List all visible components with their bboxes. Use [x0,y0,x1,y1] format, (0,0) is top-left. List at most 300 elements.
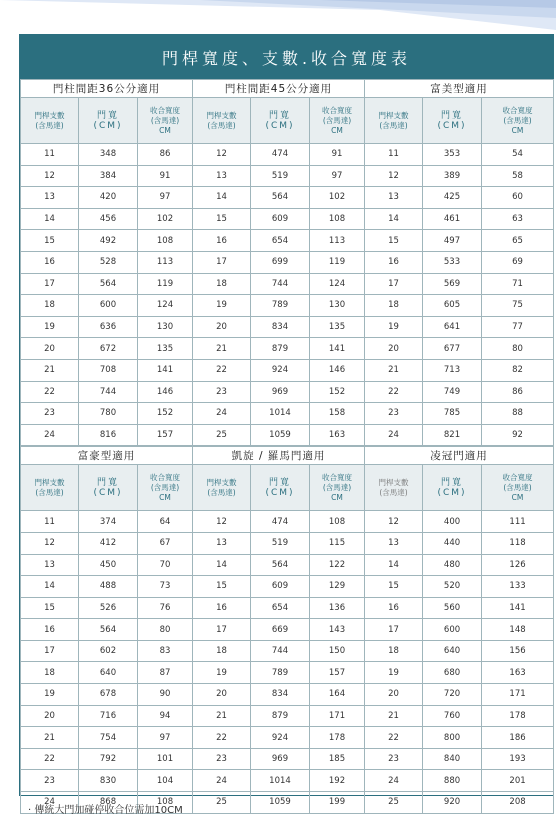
table-cell: 63 [482,208,554,230]
table-row [21,338,554,360]
table-cell: 641 [423,316,482,338]
column-header-line: 門寬 [268,110,291,121]
column-header-line: CM [511,125,524,135]
table-cell: 22 [193,359,251,381]
table-row [21,251,554,273]
column-header [79,98,138,144]
column-header-line: (CM) [93,487,123,498]
table-cell: 23 [365,403,423,425]
table-cell: 186 [482,727,554,749]
table-cell: 102 [138,208,193,230]
column-header-line: (含馬達) [150,115,180,125]
table-cell: 64 [138,511,193,533]
table-cell: 14 [365,554,423,576]
table-cell: 24 [193,770,251,792]
table-cell: 17 [193,619,251,641]
table-cell: 21 [21,727,79,749]
table-cell: 65 [482,230,554,252]
table-cell: 135 [138,338,193,360]
table-cell: 178 [310,727,365,749]
table-cell: 526 [79,597,138,619]
table-cell: 20 [193,684,251,706]
top-table [20,79,554,446]
table-row [21,684,554,706]
table-cell: 678 [79,684,138,706]
table-cell: 199 [310,792,365,814]
table-cell: 1059 [251,424,310,446]
table-cell: 474 [251,144,310,166]
table-cell: 519 [251,532,310,554]
table-cell: 129 [310,576,365,598]
table-cell: 21 [193,705,251,727]
column-header-line: (含馬達) [207,120,236,130]
table-cell: 192 [310,770,365,792]
table-cell: 148 [482,619,554,641]
table-cell: 528 [79,251,138,273]
table-cell: 456 [79,208,138,230]
table-cell: 880 [423,770,482,792]
table-cell: 12 [365,165,423,187]
table-cell: 13 [193,532,251,554]
table-row [21,165,554,187]
table-row [21,316,554,338]
table-cell: 91 [138,165,193,187]
table-cell: 126 [482,554,554,576]
table-cell: 115 [310,532,365,554]
table-row [21,576,554,598]
table-cell: 164 [310,684,365,706]
table-cell: 497 [423,230,482,252]
table-cell: 15 [21,597,79,619]
table-row [21,403,554,425]
column-header [365,465,423,511]
column-header-line: (CM) [437,120,467,131]
table-cell: 1059 [251,792,310,814]
column-header-line: 門寬 [440,110,463,121]
column-header [79,465,138,511]
table-cell: 22 [365,727,423,749]
table-row [21,381,554,403]
table-cell: 640 [79,662,138,684]
table-cell: 97 [138,727,193,749]
table-cell: 353 [423,144,482,166]
table-cell: 18 [21,662,79,684]
table-cell: 569 [423,273,482,295]
table-cell: 171 [310,705,365,727]
table-cell: 425 [423,187,482,209]
table-cell: 21 [365,359,423,381]
table-cell: 22 [21,381,79,403]
table-cell: 14 [193,554,251,576]
table-cell: 158 [310,403,365,425]
table-cell: 21 [365,705,423,727]
table-cell: 13 [193,165,251,187]
table-row [21,273,554,295]
table-cell: 108 [310,511,365,533]
column-header [21,465,79,511]
table-cell: 16 [193,597,251,619]
table-cell: 834 [251,316,310,338]
column-header [423,98,482,144]
column-header-line: (CM) [265,120,295,131]
table-cell: 19 [365,662,423,684]
table-row [21,619,554,641]
column-header [365,98,423,144]
table-cell: 141 [310,338,365,360]
table-cell: 713 [423,359,482,381]
table-cell: 636 [79,316,138,338]
table-cell: 193 [482,748,554,770]
table-cell: 564 [251,187,310,209]
table-cell: 492 [79,230,138,252]
table-cell: 111 [482,511,554,533]
table-cell: 348 [79,144,138,166]
column-header [193,98,251,144]
table-row [21,748,554,770]
table-cell: 654 [251,230,310,252]
table-cell: 69 [482,251,554,273]
table-cell: 18 [193,273,251,295]
column-header-row [21,98,554,144]
column-header-line: (含馬達) [379,120,408,130]
table-cell: 374 [79,511,138,533]
table-cell: 461 [423,208,482,230]
table-cell: 840 [423,748,482,770]
table-cell: 102 [310,187,365,209]
column-header-line: (含馬達) [503,115,532,125]
page-title: 門桿寬度、支數.收合寬度表 [20,35,553,79]
table-cell: 25 [193,792,251,814]
table-cell: 672 [79,338,138,360]
table-cell: 760 [423,705,482,727]
table-cell: 108 [138,792,193,814]
column-header-line: 門寬 [96,477,119,488]
table-row [21,295,554,317]
table-cell: 789 [251,662,310,684]
table-cell: 152 [138,403,193,425]
table-cell: 163 [310,424,365,446]
column-header-line: (含馬達) [379,487,408,497]
table-cell: 108 [310,208,365,230]
table-cell: 76 [138,597,193,619]
table-row [21,554,554,576]
table-cell: 474 [251,511,310,533]
table-cell: 21 [193,338,251,360]
column-header-line: (CM) [93,120,123,131]
table-cell: 600 [79,295,138,317]
column-header-line: CM [331,492,343,502]
table-cell: 969 [251,381,310,403]
table-cell: 19 [21,316,79,338]
table-cell: 82 [482,359,554,381]
table-cell: 720 [423,684,482,706]
column-header [423,465,482,511]
table-cell: 564 [79,619,138,641]
table-cell: 564 [79,273,138,295]
table-cell: 135 [310,316,365,338]
table-cell: 80 [482,338,554,360]
table-cell: 16 [365,597,423,619]
table-cell: 97 [310,165,365,187]
table-cell: 24 [365,770,423,792]
column-header [193,465,251,511]
table-cell: 12 [365,511,423,533]
column-header-line: 門寬 [268,477,291,488]
table-cell: 1014 [251,770,310,792]
table-cell: 14 [365,208,423,230]
table-cell: 124 [138,295,193,317]
table-cell: 13 [365,187,423,209]
table-cell: 86 [482,381,554,403]
table-cell: 17 [365,619,423,641]
table-cell: 11 [21,144,79,166]
table-row [21,640,554,662]
table-cell: 24 [21,792,79,814]
column-header-line: 收合寬度 [502,472,533,482]
table-cell: 113 [310,230,365,252]
table-cell: 602 [79,640,138,662]
table-cell: 708 [79,359,138,381]
table-cell: 12 [21,165,79,187]
table-cell: 17 [21,273,79,295]
table-cell: 13 [365,532,423,554]
group-title: 門柱間距45公分適用 [193,80,365,98]
table-cell: 389 [423,165,482,187]
table-cell: 94 [138,705,193,727]
table-cell: 22 [365,381,423,403]
table-cell: 19 [193,295,251,317]
table-cell: 150 [310,640,365,662]
table-cell: 15 [21,230,79,252]
group-header-row [21,447,554,465]
table-cell: 12 [21,532,79,554]
table-cell: 122 [310,554,365,576]
table-cell: 118 [482,532,554,554]
table-cell: 83 [138,640,193,662]
table-cell: 520 [423,576,482,598]
table-cell: 171 [482,684,554,706]
table-row [21,511,554,533]
column-header-line: (含馬達) [207,487,236,497]
table-cell: 60 [482,187,554,209]
group-title: 凱旋 / 羅馬門適用 [193,447,365,465]
table-cell: 54 [482,144,554,166]
table-cell: 15 [365,576,423,598]
table-row [21,144,554,166]
column-header-line: 收合寬度 [322,472,353,482]
table-cell: 75 [482,295,554,317]
table-cell: 141 [138,359,193,381]
table-cell: 744 [251,640,310,662]
table-cell: 450 [79,554,138,576]
table-cell: 400 [423,511,482,533]
table-cell: 24 [21,424,79,446]
table-cell: 141 [482,597,554,619]
column-header-line: (含馬達) [322,115,352,125]
table-cell: 77 [482,316,554,338]
column-header-line: (含馬達) [35,120,64,130]
table-cell: 830 [79,770,138,792]
group-title: 富美型適用 [365,80,554,98]
table-cell: 716 [79,705,138,727]
table-cell: 101 [138,748,193,770]
table-cell: 17 [193,251,251,273]
table-cell: 25 [193,424,251,446]
table-cell: 146 [138,381,193,403]
table-cell: 23 [365,748,423,770]
table-cell: 680 [423,662,482,684]
table-cell: 420 [79,187,138,209]
table-cell: 816 [79,424,138,446]
table-row [21,597,554,619]
table-cell: 440 [423,532,482,554]
table-cell: 23 [21,770,79,792]
table-cell: 19 [193,662,251,684]
group-title: 門柱間距36公分適用 [21,80,193,98]
table-row [21,770,554,792]
table-cell: 20 [365,338,423,360]
table-cell: 20 [21,705,79,727]
column-header-line: 收合寬度 [502,105,533,115]
table-row [21,230,554,252]
table-cell: 605 [423,295,482,317]
footnote: · 傳統大門加碰停收合位需加10CM [28,805,183,816]
table-cell: 834 [251,684,310,706]
table-cell: 70 [138,554,193,576]
table-cell: 23 [193,748,251,770]
column-header-line: 門桿支數 [206,110,237,120]
column-header-line: 門桿支數 [378,110,409,120]
table-row [21,532,554,554]
table-cell: 18 [365,640,423,662]
column-header-line: (含馬達) [150,482,180,492]
table-cell: 185 [310,748,365,770]
column-header-line: (含馬達) [35,487,64,497]
table-cell: 920 [423,792,482,814]
table-cell: 208 [482,792,554,814]
table-cell: 533 [423,251,482,273]
column-header-line: (含馬達) [322,482,352,492]
table-cell: 19 [21,684,79,706]
table-cell: 130 [310,295,365,317]
group-title: 富豪型適用 [21,447,193,465]
column-header-line: CM [159,125,171,135]
door-width-table-frame [19,34,554,808]
column-header [21,98,79,144]
table-cell: 24 [193,403,251,425]
table-cell: 108 [138,230,193,252]
table-cell: 152 [310,381,365,403]
table-cell: 789 [251,295,310,317]
table-cell: 163 [482,662,554,684]
table-cell: 15 [193,208,251,230]
column-header [251,465,310,511]
table-cell: 821 [423,424,482,446]
table-row [21,187,554,209]
table-cell: 412 [79,532,138,554]
table-cell: 16 [365,251,423,273]
table-cell: 97 [138,187,193,209]
table-cell: 879 [251,705,310,727]
table-cell: 785 [423,403,482,425]
table-row [21,424,554,446]
table-cell: 119 [138,273,193,295]
table-cell: 654 [251,597,310,619]
table-row [21,727,554,749]
table-cell: 133 [482,576,554,598]
table-cell: 792 [79,748,138,770]
column-header-row [21,465,554,511]
column-header [310,465,365,511]
column-header-line: 門寬 [96,110,119,121]
table-cell: 12 [193,144,251,166]
column-header-line: 門桿支數 [206,477,237,487]
table-cell: 178 [482,705,554,727]
column-header-line: CM [511,492,524,502]
table-cell: 14 [21,576,79,598]
table-cell: 669 [251,619,310,641]
table-cell: 13 [21,187,79,209]
table-cell: 699 [251,251,310,273]
bottom-table [20,446,554,813]
table-row [21,208,554,230]
column-header [482,465,554,511]
table-cell: 91 [310,144,365,166]
table-cell: 130 [138,316,193,338]
table-cell: 879 [251,338,310,360]
column-header-line: CM [331,125,343,135]
column-header-line: 收合寬度 [322,105,352,115]
table-cell: 136 [310,597,365,619]
table-cell: 1014 [251,403,310,425]
table-cell: 11 [365,144,423,166]
column-header-line: 收合寬度 [150,472,180,482]
table-cell: 15 [365,230,423,252]
table-cell: 119 [310,251,365,273]
table-cell: 868 [79,792,138,814]
table-cell: 23 [193,381,251,403]
table-cell: 17 [21,640,79,662]
table-cell: 143 [310,619,365,641]
table-cell: 24 [365,424,423,446]
table-cell: 157 [138,424,193,446]
group-header-row [21,80,554,98]
table-cell: 640 [423,640,482,662]
table-cell: 18 [193,640,251,662]
table-cell: 16 [193,230,251,252]
table-cell: 20 [193,316,251,338]
header-decoration [0,0,556,36]
table-cell: 80 [138,619,193,641]
column-header [251,98,310,144]
table-cell: 480 [423,554,482,576]
column-header [482,98,554,144]
table-cell: 20 [365,684,423,706]
column-header-line: 門桿支數 [34,110,65,120]
column-header-line: (CM) [265,487,295,498]
table-cell: 20 [21,338,79,360]
table-cell: 88 [482,403,554,425]
column-header-line: 門桿支數 [378,477,409,487]
table-cell: 18 [21,295,79,317]
table-cell: 384 [79,165,138,187]
column-header-line: 收合寬度 [150,105,180,115]
table-cell: 924 [251,359,310,381]
table-cell: 744 [251,273,310,295]
column-header [138,98,193,144]
table-cell: 22 [193,727,251,749]
table-cell: 156 [482,640,554,662]
